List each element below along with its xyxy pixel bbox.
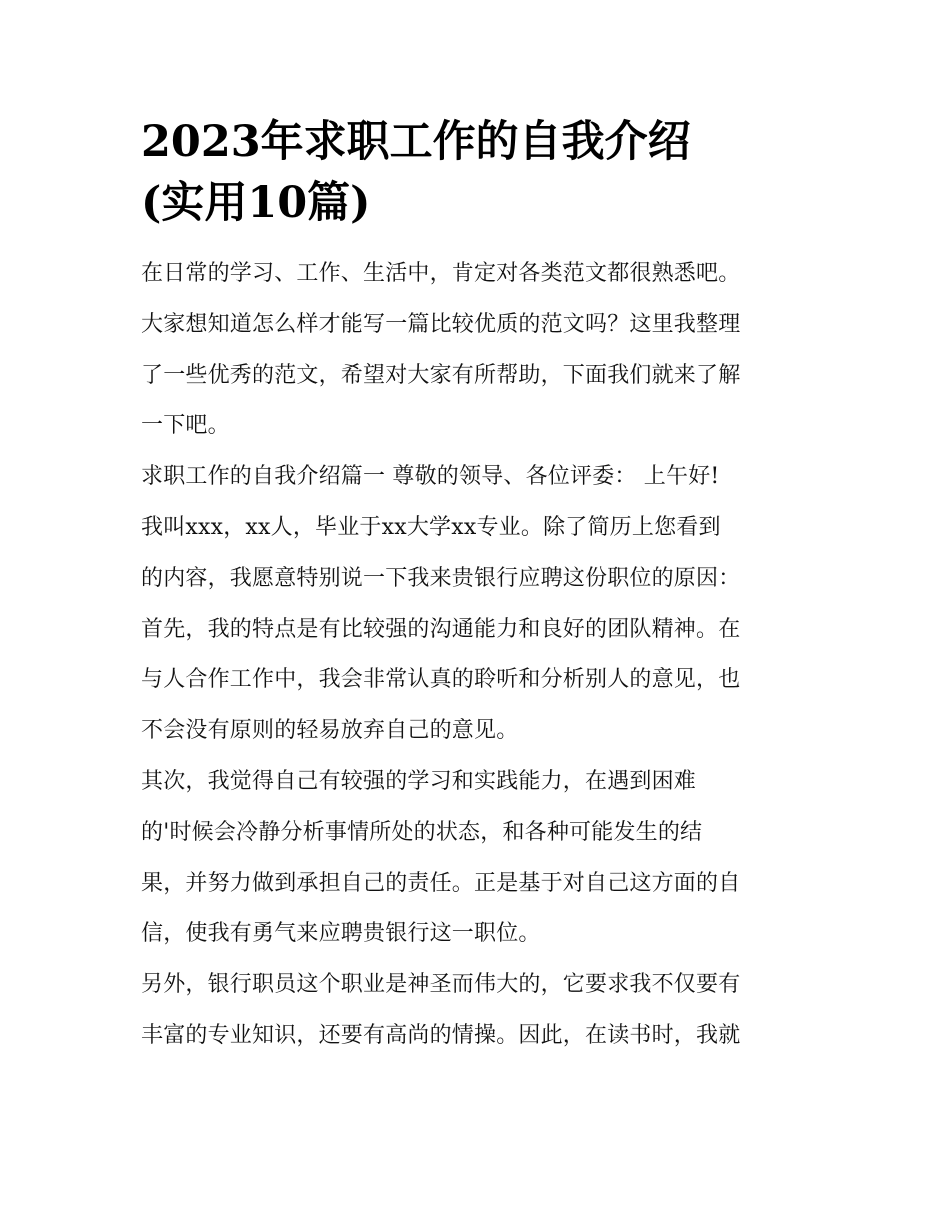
body-line: 的'时候会冷静分析事情所处的状态，和各种可能发生的结 <box>141 819 703 845</box>
body-line: 与人合作工作中，我会非常认真的聆听和分析别人的意见，也 <box>141 667 741 693</box>
body-line: 一下吧。 <box>141 413 230 439</box>
body-line: 首先，我的特点是有比较强的沟通能力和良好的团队精神。在 <box>141 616 741 642</box>
body-line: 果，并努力做到承担自己的责任。正是基于对自己这方面的自 <box>141 870 741 896</box>
body-line: 不会没有原则的轻易放弃自己的意见。 <box>141 718 519 744</box>
title-line: (实用10篇) <box>141 178 371 228</box>
body-line: 其次，我觉得自己有较强的学习和实践能力，在遇到困难 <box>141 768 697 794</box>
document-title <box>141 112 821 234</box>
title-line: 2023年求职工作的自我介绍 <box>141 117 691 167</box>
document-body <box>141 249 821 1062</box>
body-line: 的内容，我愿意特别说一下我来贵银行应聘这份职位的原因： <box>141 565 741 591</box>
body-line: 在日常的学习、工作、生活中，肯定对各类范文都很熟悉吧。 <box>141 261 741 286</box>
body-line: 了一些优秀的范文，希望对大家有所帮助，下面我们就来了解 <box>141 362 741 388</box>
body-line: 求职工作的自我介绍篇一 尊敬的领导、各位评委： 上午好! <box>141 464 720 490</box>
body-line: 大家想知道怎么样才能写一篇比较优质的范文吗？这里我整理 <box>141 311 741 337</box>
body-line: 我叫xxx，xx人，毕业于xx大学xx专业。除了简历上您看到 <box>141 514 721 540</box>
body-line: 信，使我有勇气来应聘贵银行这一职位。 <box>141 921 541 947</box>
document-page <box>141 112 821 1062</box>
body-line: 另外，银行职员这个职业是神圣而伟大的，它要求我不仅要有 <box>141 972 741 998</box>
body-line: 丰富的专业知识，还要有高尚的情操。因此，在读书时，我就 <box>141 1022 741 1048</box>
